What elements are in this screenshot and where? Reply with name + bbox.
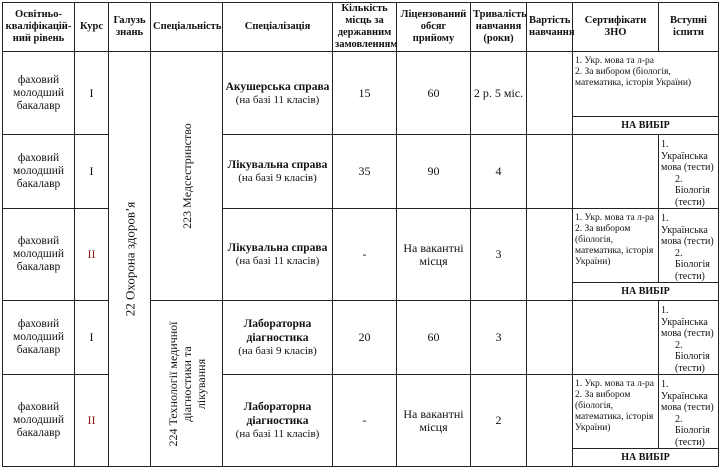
- licensed-cell: На вакантні місця: [397, 209, 471, 301]
- table-row: [3, 52, 719, 117]
- specialty-224-cell: [151, 301, 223, 467]
- specialization-cell: [223, 301, 333, 375]
- course-cell: II: [75, 209, 109, 301]
- header-duration: Тривалість навчання (роки): [471, 3, 527, 52]
- zno-cell: [573, 301, 659, 375]
- header-field: Галузь знань: [109, 3, 151, 52]
- choice-label: НА ВИБІР: [573, 117, 719, 135]
- specialization-base: (на базі 11 класів): [235, 255, 320, 267]
- level-cell: фаховий молодший бакалавр: [3, 52, 75, 135]
- course-cell: II: [75, 375, 109, 467]
- specialty-223-cell: [151, 52, 223, 301]
- level-cell: фаховий молодший бакалавр: [3, 301, 75, 375]
- cost-cell: [527, 301, 573, 375]
- licensed-cell: На вакантні місця: [397, 375, 471, 467]
- specialization-base: (на базі 11 класів): [235, 93, 320, 106]
- state-places-cell: 35: [333, 135, 397, 209]
- exams-cell: [659, 301, 719, 375]
- specialization-name: Акушерська справа: [225, 80, 330, 93]
- specialty-223-text: 223 Медсестринство: [179, 123, 194, 229]
- state-places-cell: 20: [333, 301, 397, 375]
- state-places-cell: -: [333, 375, 397, 467]
- cost-cell: [527, 135, 573, 209]
- level-cell: фаховий молодший бакалавр: [3, 375, 75, 467]
- exams-line-1: 1. Українська мова (тести): [661, 213, 714, 247]
- specialization-name: Лікувальна справа: [227, 159, 328, 171]
- choice-label: НА ВИБІР: [573, 283, 719, 301]
- admission-table: [2, 2, 719, 467]
- header-zno: Сертифікати ЗНО: [573, 3, 659, 52]
- exams-line-2: 2. Біологія (тести): [675, 173, 710, 208]
- header-licensed: Ліцензований обсяг прийому: [397, 3, 471, 52]
- exams-line-2: 2. Біологія (тести): [675, 339, 710, 374]
- exams-line-2: 2. Біологія (тести): [675, 247, 710, 282]
- state-places-cell: 15: [333, 52, 397, 135]
- zno-line-2: 2. За вибором (біологія, математика, історія України): [575, 67, 692, 88]
- zno-line-2: 2. За вибором (біологія, математика, історія України): [575, 224, 654, 267]
- specialization-name: Лікувальна справа: [227, 242, 328, 254]
- duration-cell: 2 р. 5 міс.: [471, 52, 527, 135]
- specialization-cell: [223, 209, 333, 301]
- exams-cell: [659, 209, 719, 283]
- zno-line-1: 1. Укр. мова та л-ра: [575, 213, 654, 223]
- duration-cell: 4: [471, 135, 527, 209]
- header-row: [3, 3, 719, 52]
- zno-line-1: 1. Укр. мова та л-ра: [575, 56, 654, 66]
- specialization-cell: [223, 135, 333, 209]
- cost-cell: [527, 52, 573, 135]
- specialization-name: Лабораторна діагностика: [243, 401, 312, 427]
- exams-line-1: 1. Українська мова (тести): [661, 379, 714, 413]
- specialization-cell: [223, 375, 333, 467]
- licensed-cell: 60: [397, 301, 471, 375]
- specialization-cell: [223, 52, 333, 135]
- specialization-base: (на базі 9 класів): [238, 172, 317, 184]
- state-places-cell: -: [333, 209, 397, 301]
- zno-cell: [573, 375, 659, 449]
- zno-cell: [573, 52, 719, 117]
- zno-cell: [573, 135, 659, 209]
- header-cost: Вартість навчання: [527, 3, 573, 52]
- level-cell: фаховий молодший бакалавр: [3, 135, 75, 209]
- zno-line-1: 1. Укр. мова та л-ра: [575, 379, 654, 389]
- licensed-cell: 90: [397, 135, 471, 209]
- duration-cell: 3: [471, 209, 527, 301]
- course-cell: I: [75, 135, 109, 209]
- cost-cell: [527, 375, 573, 467]
- specialization-base: (на базі 11 класів): [235, 428, 320, 440]
- exams-line-1: 1. Українська мова (тести): [661, 305, 714, 339]
- specialization-base: (на базі 9 класів): [238, 345, 317, 357]
- field-of-knowledge-text: 22 Охорона здоров’я: [122, 201, 137, 317]
- exams-cell: [659, 375, 719, 449]
- course-cell: I: [75, 301, 109, 375]
- header-state-places: Кількість місць за державним замовленням: [333, 3, 397, 52]
- exams-line-2: 2. Біологія (тести): [675, 413, 710, 448]
- zno-cell: [573, 209, 659, 283]
- header-specialization: Спеціалізація: [223, 3, 333, 52]
- duration-cell: 3: [471, 301, 527, 375]
- header-specialty: Спеціальність: [151, 3, 223, 52]
- header-course: Курс: [75, 3, 109, 52]
- specialty-224-text: 224 Технології медичної діагностики та лікування: [165, 321, 208, 446]
- exams-cell: [659, 135, 719, 209]
- header-exams: Вступні іспити: [659, 3, 719, 52]
- specialization-name: Лабораторна діагностика: [243, 318, 312, 344]
- exams-line-1: 1. Українська мова (тести): [661, 139, 714, 173]
- zno-line-2: 2. За вибором (біологія, математика, історія України): [575, 390, 654, 433]
- field-of-knowledge-cell: [109, 52, 151, 467]
- licensed-cell: 60: [397, 52, 471, 135]
- course-cell: I: [75, 52, 109, 135]
- level-cell: фаховий молодший бакалавр: [3, 209, 75, 301]
- choice-label: НА ВИБІР: [573, 449, 719, 467]
- cost-cell: [527, 209, 573, 301]
- duration-cell: 2: [471, 375, 527, 467]
- header-level: Освітньо-кваліфікацій-ний рівень: [3, 3, 75, 52]
